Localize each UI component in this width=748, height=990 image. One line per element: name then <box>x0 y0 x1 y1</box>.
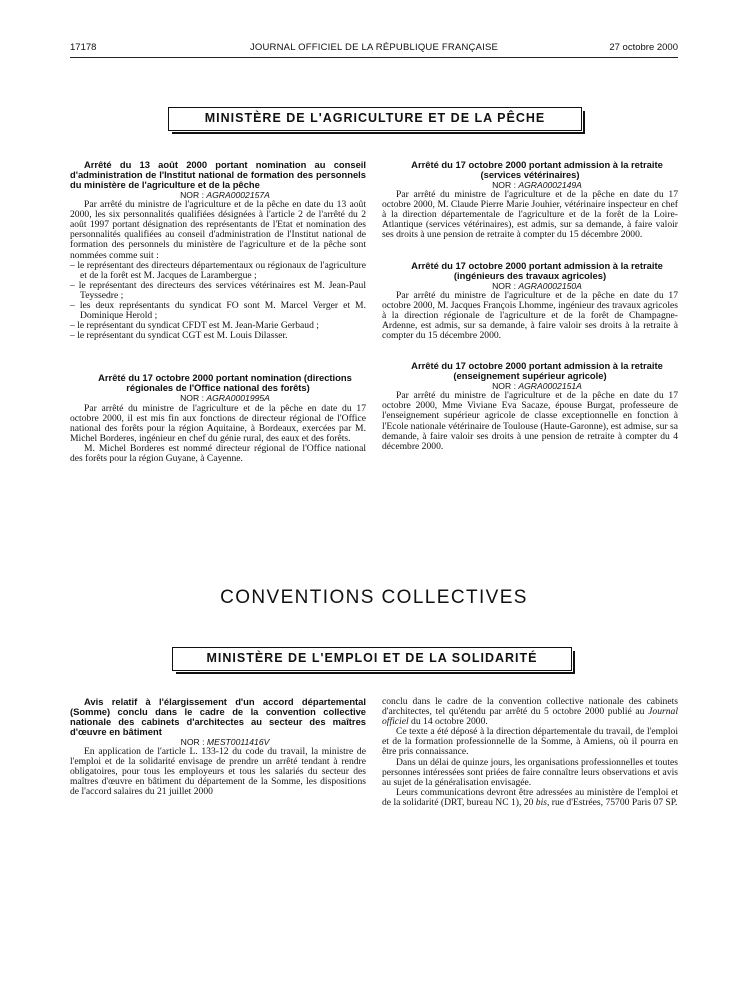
article-paragraph: M. Michel Borderes est nommé directeur régional de l'Office national des forêts pour la région Guyane, à Cayenne. <box>70 442 366 464</box>
article-paragraph: conclu dans le cadre de la convention collective nationale des cabinets d'architectes, tel qu'étendu par arrêté du 5 octobre 2000 publié au Journal officiel du 14 octobre 2000. <box>382 696 678 728</box>
ministry-agriculture-box <box>168 107 582 131</box>
nor-code: AGRA0001995A <box>206 393 270 404</box>
header-rule <box>70 57 678 58</box>
nor-label: NOR : <box>180 393 204 404</box>
nor-code: AGRA0002149A <box>518 180 582 190</box>
section-title: CONVENTIONS COLLECTIVES <box>220 587 528 608</box>
list-item: – le représentant des directeurs des services vétérinaires est M. Jean-Paul Teyssedre ; <box>70 281 366 301</box>
left-column-top <box>70 160 366 464</box>
page-number: 17178 <box>70 42 97 53</box>
article-title: Arrêté du 17 octobre 2000 portant admission à la retraite (services vétérinaires) <box>411 159 663 180</box>
article-paragraph: Par arrêté du ministre de l'agriculture et de la pêche en date du 17 octobre 2000, M. Jacques François Lhomme, ingénieur des travaux agricoles à la direction régionale de l'agriculture et de la forêt de Champagne-Ardenne, est admis, sur sa demande, à faire valoir ses droits à la retraite à compter du 15 décembre 2000. <box>382 289 678 342</box>
left-column-bottom <box>70 697 366 798</box>
article-title: Arrêté du 13 août 2000 portant nomination au conseil d'administration de l'Institut national de formation des personnels du ministère de l'agriculture et de la pêche <box>70 159 366 190</box>
ministry-employment-box <box>172 647 572 671</box>
article-title: Avis relatif à l'élargissement d'un accord départemental (Somme) conclu dans le cadre de la convention collective nationale des cabinets d'architectes au secteur des maîtres d'œuvre en bâtiment <box>70 696 366 737</box>
list-item: – le représentant du syndicat CFDT est M. Jean-Marie Gerbaud ; <box>70 321 366 331</box>
nor-label: NOR : <box>180 737 205 747</box>
ministry-agriculture-title: MINISTÈRE DE L'AGRICULTURE ET DE LA PÊCHE <box>204 111 546 125</box>
bis-italic: bis <box>535 796 547 808</box>
article-title: Arrêté du 17 octobre 2000 portant admission à la retraite (ingénieurs des travaux agricoles) <box>411 259 663 281</box>
nor-label: NOR : <box>492 280 516 291</box>
nor-code: AGRA0002150A <box>518 280 582 291</box>
article-paragraph: Par arrêté du ministre de l'agriculture et de la pêche en date du 17 octobre 2000, M. Claude Pierre Marie Jouhier, vétérinaire inspecteur en chef à la direction départementale de l'agriculture et de la forêt de la Loire-Atlantique (services vétérinaires), est admis, sur sa demande, à faire valoir ses droits à une pension de retraite à compter du 15 décembre 2000. <box>382 189 678 241</box>
right-column-bottom <box>382 697 678 808</box>
appointee-list <box>70 261 366 342</box>
nor-reference <box>70 393 366 403</box>
right-column-top <box>382 160 678 452</box>
article-paragraph: Par arrêté du ministre de l'agriculture et de la pêche en date du 13 août 2000, les six personnalités qualifiées désignées à l'article 2 de l'arrêté du 2 août 1997 portant désignation des représentants de l'Etat et nomination des personnalités qualifiées au conseil d'administration de l'Institut national de formation des personnels du ministère de l'agriculture et de la pêche sont nommées comme suit : <box>70 199 366 261</box>
article-paragraph: Dans un délai de quinze jours, les organisations professionnelles et toutes personnes intéressées sont priées de faire connaître leurs observations et avis au sujet de la généralisation envisagée. <box>382 756 678 788</box>
article-paragraph: En application de l'article L. 133-12 du code du travail, la ministre de l'emploi et de la solidarité envisage de prendre un arrêté tendant à rendre obligatoires, pour tous les employeurs et tous les salariés du secteur des maîtres d'œuvre en bâtiment du département de la Somme, les dispositions de l'accord salaires du 21 juillet 2000 <box>70 746 366 798</box>
nor-code: MEST0011416V <box>206 737 270 747</box>
nor-label: NOR : <box>180 190 204 200</box>
article-paragraph: Leurs communications devront être adressées au ministère de l'emploi et de la solidarité (DRT, bureau NC 1), 20 bis, rue d'Estrées, 75700 Paris 07 SP. <box>382 786 678 808</box>
article-title: Arrêté du 17 octobre 2000 portant admission à la retraite (enseignement supérieur agricole) <box>411 360 663 382</box>
issue-date: 27 octobre 2000 <box>609 42 678 53</box>
journal-officiel-italic: Journal officiel <box>382 706 678 728</box>
article-paragraph: Ce texte a été déposé à la direction départementale du travail, de l'emploi et de la formation professionnelle de la Somme, à Amiens, où il pourra en être pris connaissance. <box>382 726 678 758</box>
ministry-employment-title: MINISTÈRE DE L'EMPLOI ET DE LA SOLIDARITÉ <box>206 651 538 665</box>
nor-label: NOR : <box>492 381 516 392</box>
article-paragraph: Par arrêté du ministre de l'agriculture et de la pêche en date du 17 octobre 2000, Mme Viviane Eva Sacaze, épouse Burgat, professeure de l'enseignement supérieur agricole de classe exceptionnelle en fonction à l'Ecole nationale vétérinaire de Toulouse (Haute-Garonne), est admise, sur sa demande, à faire valoir ses droits à une pension de retraite à compter du 4 décembre 2000. <box>382 390 678 452</box>
nor-code: AGRA0002157A <box>206 190 270 200</box>
list-item: – le représentant du syndicat CGT est M. Louis Dilasser. <box>70 331 366 341</box>
nor-label: NOR : <box>492 180 516 190</box>
nor-code: AGRA0002151A <box>518 381 582 392</box>
article-paragraph: Par arrêté du ministre de l'agriculture et de la pêche en date du 17 octobre 2000, il est mis fin aux fonctions de directeur régional de l'Office national des forêts pour la région Aquitaine, à Bordeaux, exercées par M. Michel Borderes, ingénieur en chef du génie rural, des eaux et des forêts. <box>70 402 366 444</box>
page-header <box>70 42 678 56</box>
journal-title: JOURNAL OFFICIEL DE LA RÉPUBLIQUE FRANÇAISE <box>249 42 499 53</box>
list-item: – le représentant des directeurs départementaux ou régionaux de l'agriculture et de la forêt est M. Jacques de Larambergue ; <box>70 261 366 281</box>
list-item: – les deux représentants du syndicat FO sont M. Marcel Verger et M. Dominique Herold ; <box>70 301 366 321</box>
article-title: Arrêté du 17 octobre 2000 portant nomination (directions régionales de l'Office national des forêts) <box>98 372 352 394</box>
